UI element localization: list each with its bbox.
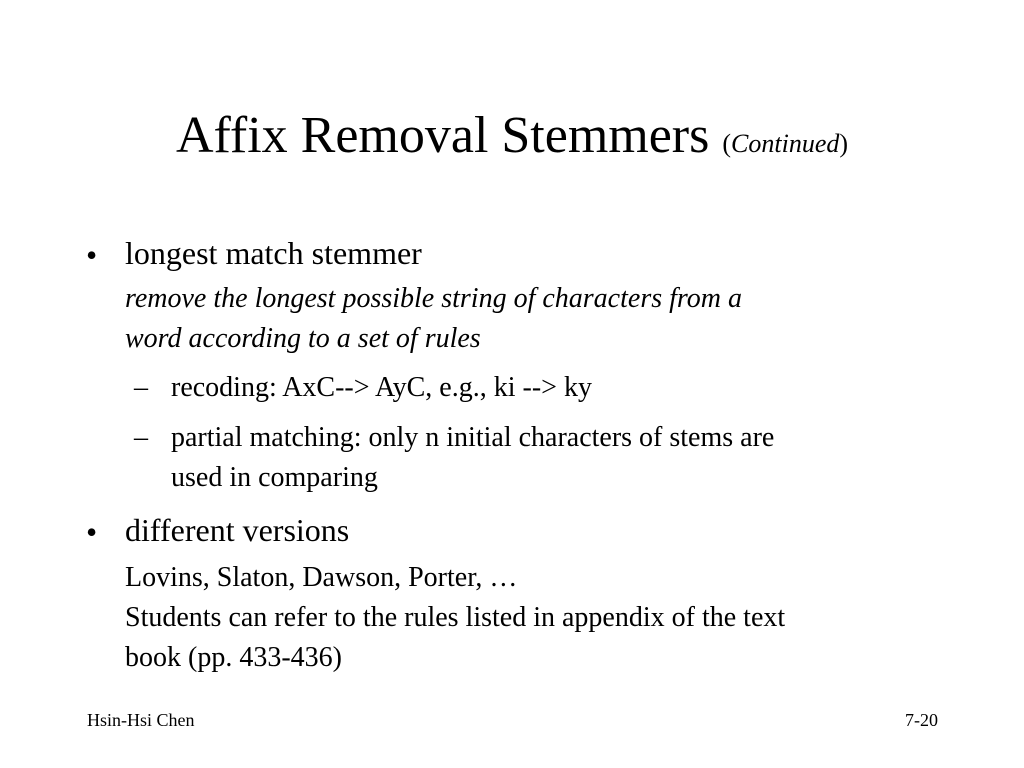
footer-page-number: 7-20	[905, 710, 938, 730]
sub-item-partial-matching: partial matching: only n initial characters of stems are	[171, 422, 775, 453]
sub-item-partial-matching-cont: used in comparing	[171, 462, 378, 493]
bullet-description-line: book (pp. 433-436)	[125, 642, 342, 673]
bullet-marker: •	[86, 237, 98, 273]
title-paren-open: (	[722, 129, 732, 158]
bullet-marker: •	[86, 514, 98, 550]
bullet-heading-longest-match: longest match stemmer	[125, 235, 422, 271]
sub-item-recoding: recoding: AxC--> AyC, e.g., ki --> ky	[171, 372, 592, 403]
sub-bullet-marker: –	[134, 372, 148, 403]
bullet-description-line: remove the longest possible string of characters from a	[125, 283, 742, 314]
title-continued-label: Continued	[731, 129, 840, 158]
bullet-description-line: word according to a set of rules	[125, 323, 481, 354]
bullet-description-line: Lovins, Slaton, Dawson, Porter, …	[125, 562, 518, 593]
title-main: Affix Removal Stemmers	[175, 107, 710, 164]
footer-author: Hsin-Hsi Chen	[87, 710, 195, 730]
bullet-description-line: Students can refer to the rules listed in appendix of the text	[125, 602, 786, 633]
sub-bullet-marker: –	[134, 422, 148, 453]
title-paren-close: )	[839, 129, 849, 158]
bullet-heading-different-versions: different versions	[125, 512, 350, 548]
